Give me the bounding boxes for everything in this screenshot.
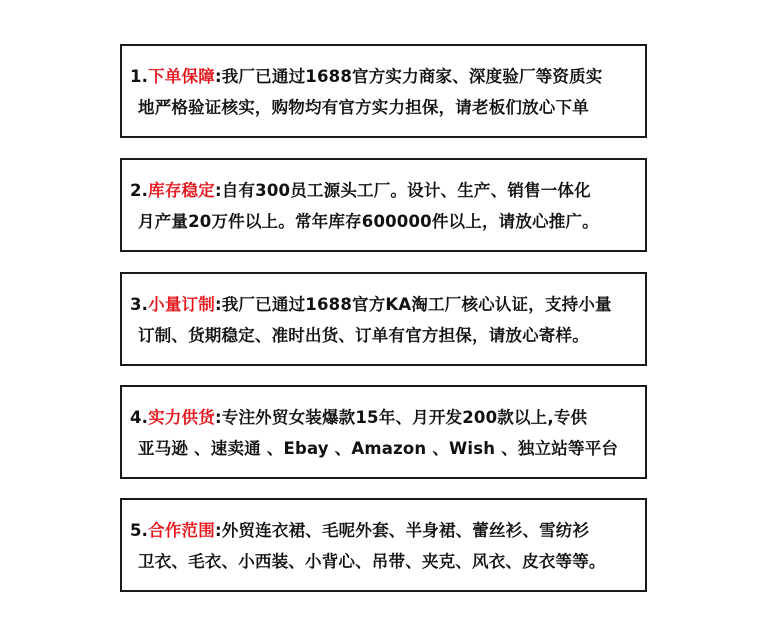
card-4-number: 4.	[130, 408, 149, 427]
card-2-colon: :	[214, 181, 222, 200]
card-4-heading: 实力供货	[148, 408, 215, 427]
card-4-line-1	[130, 407, 639, 429]
card-4-text-2: 亚马逊 、速卖通 、Ebay 、Amazon 、Wish 、独立站等平台	[138, 439, 619, 458]
card-2-text-1: 自有300员工源头工厂。设计、生产、销售一体化	[221, 181, 591, 200]
card-2-number: 2.	[130, 181, 149, 200]
card-3-heading: 小量订制	[148, 295, 215, 314]
card-5-heading: 合作范围	[148, 521, 215, 540]
card-1-colon: :	[214, 67, 222, 86]
card-2-heading: 库存稳定	[148, 181, 215, 200]
card-4	[120, 385, 647, 479]
card-2-line-1	[130, 180, 639, 202]
card-1-line-1	[130, 66, 639, 88]
card-5-number: 5.	[130, 521, 149, 540]
card-3	[120, 272, 647, 366]
card-1-heading: 下单保障	[148, 67, 215, 86]
card-5-text-2: 卫衣、毛衣、小西装、小背心、吊带、夹克、风衣、皮衣等等。	[138, 552, 606, 571]
card-2-text-2: 月产量20万件以上。常年库存600000件以上，请放心推广。	[138, 212, 599, 231]
card-1-text-2: 地严格验证核实，购物均有官方实力担保，请老板们放心下单	[138, 98, 589, 117]
card-5-line-1	[130, 520, 639, 542]
card-1-text-1: 我厂已通过1688官方实力商家、深度验厂等资质实	[221, 67, 603, 86]
card-5-colon: :	[214, 521, 222, 540]
card-3-number: 3.	[130, 295, 149, 314]
card-4-colon: :	[214, 408, 222, 427]
card-1-number: 1.	[130, 67, 149, 86]
card-2	[120, 158, 647, 252]
card-5	[120, 498, 647, 592]
card-5-text-1: 外贸连衣裙、毛呢外套、半身裙、蕾丝衫、雪纺衫	[221, 521, 590, 540]
card-1	[120, 44, 647, 138]
card-3-colon: :	[214, 295, 222, 314]
card-3-text-2: 订制、货期稳定、准时出货、订单有官方担保，请放心寄样。	[138, 326, 589, 345]
card-4-text-1: 专注外贸女装爆款15年、月开发200款以上,专供	[221, 408, 588, 427]
card-3-line-1	[130, 294, 639, 316]
card-3-text-1: 我厂已通过1688官方KA淘工厂核心认证，支持小量	[221, 295, 612, 314]
